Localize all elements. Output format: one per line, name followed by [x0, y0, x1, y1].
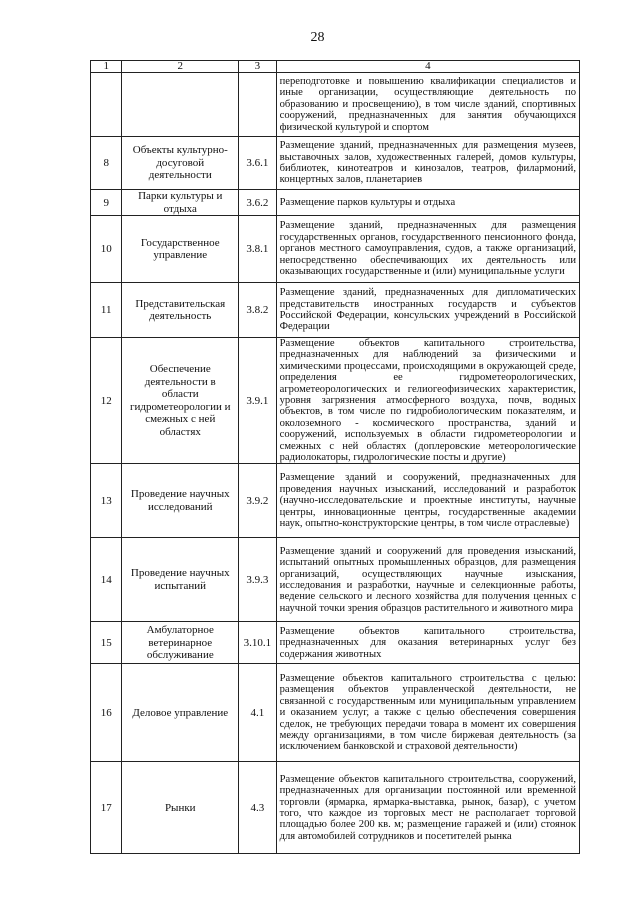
header-col-3: 3 [239, 61, 277, 73]
table-row [91, 190, 580, 216]
table-row [91, 664, 580, 762]
table-body [91, 61, 580, 854]
table-header-row [91, 61, 580, 73]
row-number: 14 [91, 538, 122, 622]
row-number: 17 [91, 762, 122, 854]
row-description: Размещение объектов капитального строительства, сооружений, предназначенных для организации постоянной или временной торговли (ярмарка, ярмарка-выставка, рынок, базар), с учетом того, что каждое из торговых мест не располагает торговой площадью более 200 кв. м; размещение гаражей и (или) стоянок для автомобилей сотрудников и посетителей рынка [276, 762, 579, 854]
row-number: 16 [91, 664, 122, 762]
row-description: Размещение объектов капитального строительства, предназначенных для наблюдений за физическими и химическими процессами, происходящими в окружающей среде, определения ее гидрометеорологических, агрометеорологических и гелиогеофизических характеристик, уровня загрязнения атмосферного воздуха, почв, водных объектов, в том числе по гидробиологическим показателям, и околоземного - космического пространства, зданий и сооружений, используемых в области гидрометеорологии и смежных с ней областях (доплеровские метеорологические радиолокаторы, гидрологические посты и другие) [276, 338, 579, 464]
row-name: Рынки [122, 762, 239, 854]
row-number: 11 [91, 283, 122, 338]
row-code: 3.6.2 [239, 190, 277, 216]
row-number: 8 [91, 137, 122, 190]
header-col-1: 1 [91, 61, 122, 73]
table-row [91, 137, 580, 190]
table-row [91, 283, 580, 338]
table-row [91, 73, 580, 137]
row-description: Размещение парков культуры и отдыха [276, 190, 579, 216]
row-name: Деловое управление [122, 664, 239, 762]
row-name: Представительская деятельность [122, 283, 239, 338]
row-number: 9 [91, 190, 122, 216]
row-number [91, 73, 122, 137]
row-code: 4.3 [239, 762, 277, 854]
row-name: Проведение научных исследований [122, 464, 239, 538]
row-description: Размещение зданий и сооружений, предназначенных для проведения научных изысканий, исследований и разработок (научно-исследовательские и проектные институты, научные центры, инновационные центры, государственные академии наук, опытно-конструкторские центры, в том числе отраслевые) [276, 464, 579, 538]
row-code [239, 73, 277, 137]
row-description: Размещение зданий и сооружений для проведения изысканий, испытаний опытных промышленных образцов, для размещения организаций, осуществляющих научные изыскания, исследования и разработки, научные и селекционные работы, ведение сельского и лесного хозяйства для получения ценных с научной точки зрения образцов растительного и животного мира [276, 538, 579, 622]
row-name: Обеспечение деятельности в области гидрометеорологии и смежных с ней областях [122, 338, 239, 464]
row-number: 15 [91, 622, 122, 664]
row-name [122, 73, 239, 137]
row-description: переподготовке и повышению квалификации специалистов и иные организации, осуществляющие деятельность по образованию и просвещению), в том числе зданий, спортивных сооружений, предназначенных для занятия обучающихся физической культурой и спортом [276, 73, 579, 137]
row-number: 13 [91, 464, 122, 538]
row-description: Размещение зданий, предназначенных для размещения музеев, выставочных залов, художественных галерей, домов культуры, библиотек, кинотеатров и кинозалов, театров, филармоний, концертных залов, планетариев [276, 137, 579, 190]
row-code: 3.9.3 [239, 538, 277, 622]
row-description: Размещение зданий, предназначенных для размещения государственных органов, государственного пенсионного фонда, органов местного самоуправления, судов, а также организаций, непосредственно обеспечивающих их деятельность или оказывающих государственные и (или) муниципальные услуги [276, 216, 579, 283]
header-col-4: 4 [276, 61, 579, 73]
row-code: 3.10.1 [239, 622, 277, 664]
table-row [91, 338, 580, 464]
row-code: 3.6.1 [239, 137, 277, 190]
row-name: Государственное управление [122, 216, 239, 283]
header-col-2: 2 [122, 61, 239, 73]
row-number: 12 [91, 338, 122, 464]
row-name: Парки культуры и отдыха [122, 190, 239, 216]
row-description: Размещение объектов капитального строительства с целью: размещения объектов управленческой деятельности, не связанной с государственным или муниципальным управлением и оказанием услуг, а также с целью обеспечения совершения сделок, не требующих передачи товара в момент их совершения между организациями, в том числе биржевая деятельность (за исключением банковской и страховой деятельности) [276, 664, 579, 762]
table-row [91, 464, 580, 538]
row-code: 3.9.1 [239, 338, 277, 464]
row-description: Размещение зданий, предназначенных для дипломатических представительств иностранных государств и субъектов Российской Федерации, консульских учреждений в Российской Федерации [276, 283, 579, 338]
row-number: 10 [91, 216, 122, 283]
row-code: 3.8.2 [239, 283, 277, 338]
table-row [91, 538, 580, 622]
row-name: Объекты культурно-досуговой деятельности [122, 137, 239, 190]
table-row [91, 762, 580, 854]
row-code: 4.1 [239, 664, 277, 762]
land-use-table [90, 60, 580, 854]
row-code: 3.9.2 [239, 464, 277, 538]
row-description: Размещение объектов капитального строительства, предназначенных для оказания ветеринарных услуг без содержания животных [276, 622, 579, 664]
page-number: 28 [310, 30, 325, 45]
row-name: Амбулаторное ветеринарное обслуживание [122, 622, 239, 664]
row-code: 3.8.1 [239, 216, 277, 283]
row-name: Проведение научных испытаний [122, 538, 239, 622]
table-row [91, 622, 580, 664]
table-row [91, 216, 580, 283]
